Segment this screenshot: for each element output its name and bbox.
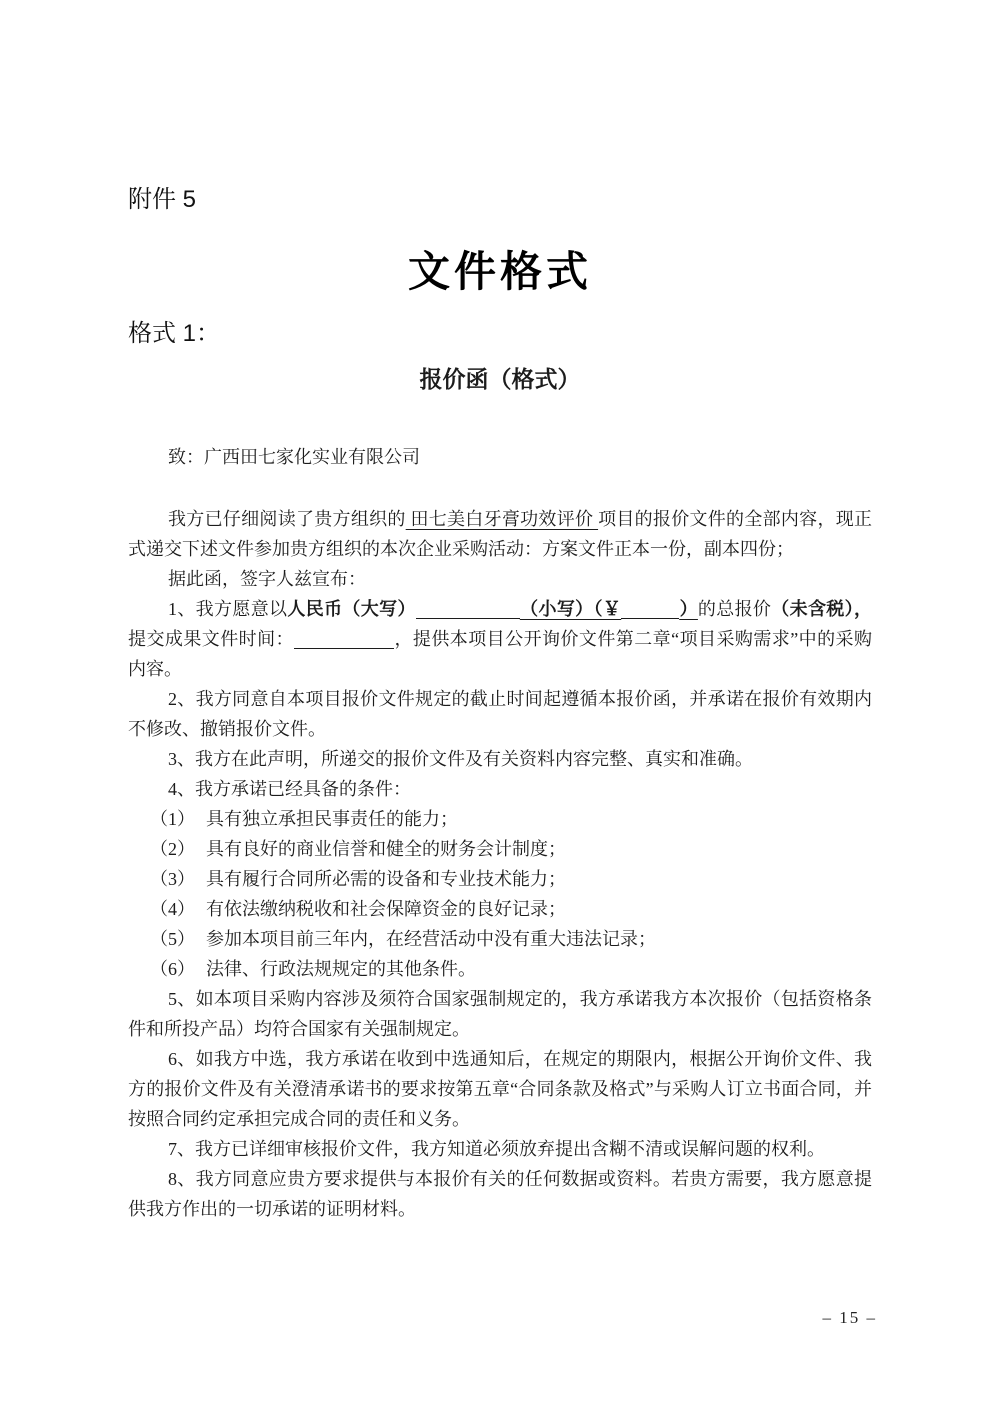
- text-run: 的总报价: [697, 599, 772, 619]
- text-run: 具有独立承担民事责任的能力；: [206, 809, 458, 829]
- text-run: 1、我方愿意以: [168, 599, 288, 619]
- text-run: 法律、行政法规规定的其他条件。: [206, 959, 476, 979]
- text-run: ）: [679, 599, 698, 619]
- text-run: 7、我方已详细审核报价文件，我方知道必须放弃提出含糊不清或误解问题的权利。: [168, 1139, 825, 1159]
- list-item: [128, 834, 872, 864]
- list-item-label: （3）: [150, 869, 195, 889]
- text-run: 项目的报价文件的全部内容，现正式递交下述文件参加贵方组织的本次企业采购活动：方案文件正本一份，副本四份；: [128, 509, 873, 559]
- text-run: 我方已仔细阅读了贵方组织的: [168, 509, 406, 529]
- document-body: [128, 504, 872, 1224]
- text-run: （未含税），: [771, 599, 872, 619]
- text-run: 有依法缴纳税收和社会保障资金的良好记录；: [206, 899, 566, 919]
- attachment-label: 附件 5: [128, 186, 197, 213]
- format-label: 格式 1：: [128, 320, 221, 347]
- text-run: 具有良好的商业信誉和健全的财务会计制度；: [206, 839, 566, 859]
- text-run: 2、我方同意自本项目报价文件规定的截止时间起遵循本报价函，并承诺在报价有效期内不修改、撤销报价文件。: [128, 689, 872, 739]
- text-run: 人民币（大写）: [287, 599, 416, 619]
- paragraph: [128, 594, 872, 684]
- fill-in-blank: [416, 599, 520, 619]
- text-run: （小写）（￥: [519, 599, 622, 619]
- page-number: – 15 –: [822, 1308, 877, 1327]
- paragraph: [128, 1044, 872, 1134]
- paragraph: [128, 504, 872, 564]
- text-run: 6、如我方中选，我方承诺在收到中选通知后，在规定的期限内，根据公开询价文件、我方的报价文件及有关澄清承诺书的要求按第五章“合同条款及格式”与采购人订立书面合同，并按照合同约定承担完成合同的责任和义务。: [128, 1049, 872, 1129]
- text-run: ，提供本项目公开询价文件第二章“项目采购需求”中的采购内容。: [128, 629, 873, 679]
- list-item-label: （5）: [150, 929, 195, 949]
- page-content: [0, 186, 1000, 1224]
- text-run: 提交成果文件时间：: [128, 629, 295, 649]
- paragraph: [128, 984, 872, 1044]
- list-item: [128, 924, 872, 954]
- text-run: 具有履行合同所必需的设备和专业技术能力；: [206, 869, 566, 889]
- paragraph: [128, 1134, 872, 1164]
- list-item: [128, 804, 872, 834]
- list-item-label: （4）: [150, 899, 195, 919]
- text-run: 4、我方承诺已经具备的条件：: [168, 779, 411, 799]
- text-run: 据此函，签字人兹宣布：: [168, 569, 366, 589]
- paragraph: [128, 564, 872, 594]
- paragraph: [128, 1164, 872, 1224]
- list-item-label: （1）: [150, 809, 195, 829]
- section-subtitle: 报价函（格式）: [419, 367, 581, 392]
- text-run: 田七美白牙膏功效评价: [405, 509, 599, 529]
- text-run: 3、我方在此声明，所递交的报价文件及有关资料内容完整、真实和准确。: [168, 749, 753, 769]
- list-item: [128, 954, 872, 984]
- text-run: 8、我方同意应贵方要求提供与本报价有关的任何数据或资料。若贵方需要，我方愿意提供我方作出的一切承诺的证明材料。: [128, 1169, 872, 1219]
- paragraph: [128, 744, 872, 774]
- document-title: 文件格式: [407, 250, 592, 296]
- paragraph: [128, 684, 872, 744]
- fill-in-blank: [621, 599, 679, 619]
- text-run: 5、如本项目采购内容涉及须符合国家强制规定的，我方承诺我方本次报价（包括资格条件和所投产品）均符合国家有关强制规定。: [128, 989, 872, 1039]
- paragraph: [128, 774, 872, 804]
- fill-in-blank: [294, 629, 394, 649]
- list-item: [128, 894, 872, 924]
- list-item-label: （6）: [150, 959, 195, 979]
- salutation-line: 致：广西田七家化实业有限公司: [168, 447, 420, 467]
- list-item-label: （2）: [150, 839, 195, 859]
- list-item: [128, 864, 872, 894]
- text-run: 参加本项目前三年内，在经营活动中没有重大违法记录；: [206, 929, 656, 949]
